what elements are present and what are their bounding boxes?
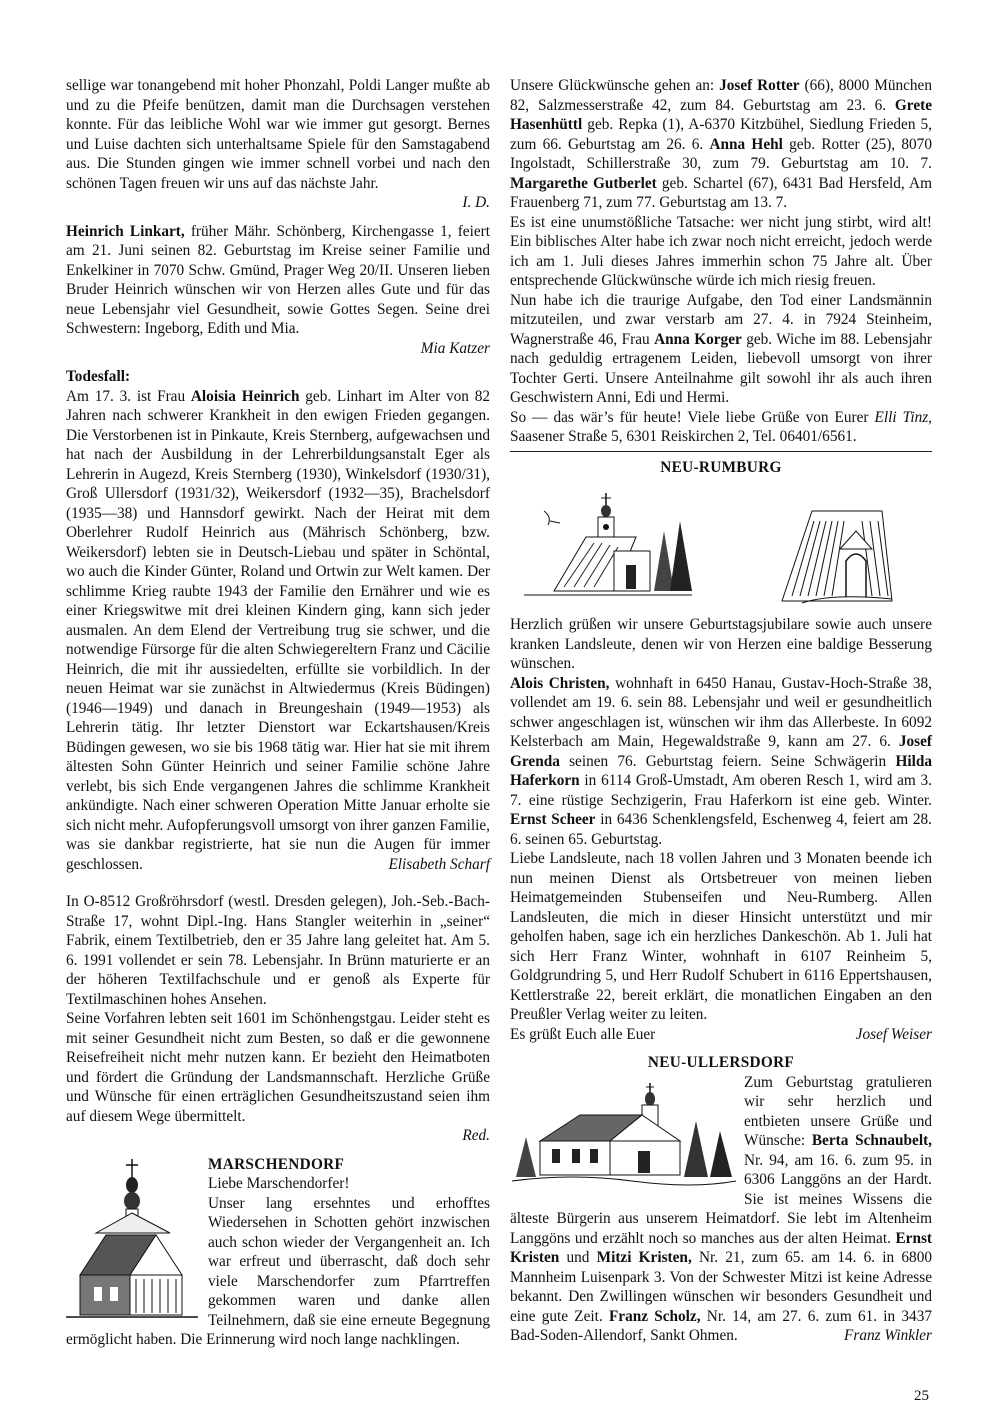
winkler-signature: Franz Winkler — [844, 1327, 932, 1344]
linkart-name: Heinrich Linkart, — [66, 222, 185, 240]
linkart-birthday-notice: Heinrich Linkart, früher Mähr. Schönberg, Kirchengasse 1, feiert am 21. Juni seinen 82. Geburtstag im Kreise seiner Familie und Enkelkiner in 7070 Schw. Gmünd, Prager Weg 20/II. Unseren lieben Bruder Heinrich wünschen wir von Herzen alles Gute und für das neue Lebensjahr viel Gesundheit, sowie Gottes Segen. Seine drei Schwestern: Ingeborg, Edith und Mia. — [66, 222, 490, 337]
birthday-wishes: Unsere Glückwünsche gehen an: Josef Rotter (66), 8000 München 82, Salzmesserstraße 42, zum 84. Geburtstag am 23. 6. Grete Hasenhüttl geb. Repka (1), A-6370 Kitzbühel, Siedlung Frieden 5, zum 66. Geburtstag am 26. 6. Anna Hehl geb. Rotter (25), 8070 Ingolstadt, Schillerstraße 30, zum 79. Geburtstag am 10. 7. Margarethe Gutberlet geb. Schartel (67), 6431 Bad Hersfeld, Am Frauenberg 71, zum 77. Geburtstag am 13. 7. — [510, 77, 932, 211]
reunion-report-signature: I. D. — [462, 194, 490, 211]
weiser-signature: Josef Weiser — [855, 1025, 932, 1043]
obituary-signature: Elisabeth Scharf — [388, 855, 490, 873]
chapel-ruin-illustration — [762, 491, 902, 611]
stangler-notice: In O-8512 Großröhrsdorf (westl. Dresden gelegen), Joh.-Seb.-Bach-Straße 17, wohnt Dipl.-Ing. Hans Stangler weiterhin in „seiner“ Fabrik, einem Textilbetrieb, den er 35 Jahre lang geleitet hat. Am 5. 6. 1991 vollendet er sein 78. Lebensjahr. In Brünn maturierte er an der höheren Textilfachschule und er genoß als Experte für Textilmaschinen hohes Ansehen. — [66, 893, 490, 1008]
church-illustration-marschendorf — [66, 1155, 202, 1325]
chapel-illustration — [514, 491, 694, 611]
neu-rumburg-birthdays: Alois Christen, wohnhaft in 6450 Hanau, Gustav-Hoch-Straße 38, vollendet am 19. 6. sein 88. Lebensjahr und weil er gesundheitlich schwer angeschlagen ist, wünschen wir ihm das Allerbeste. In 6092 Kelsterbach am Main, Hegewaldstraße 9, kann am 27. 6. Josef Grenda seinen 76. Geburtstag feiern. Seine Schwägerin Hilda Haferkorn in 6114 Groß-Umstadt, Am oberen Resch 1, wird am 3. 7. eine rüstige Sechzigerin, Frau Haferkorn ist eine geb. Winter. Ernst Scheer in 6436 Schenklengsfeld, Eschenweg 4, feiert am 28. 6. seinen 65. Geburtstag. — [510, 674, 932, 848]
neu-rumburg-greeting: Herzlich grüßen wir unsere Geburtstagsjubilare sowie auch unsere kranken Landsleute, denen wir von Herzen eine baldige Besserung wünschen. — [510, 616, 932, 672]
neu-rumburg-farewell: Liebe Landsleute, nach 18 vollen Jahren und 3 Monaten beende ich nun meinen Dienst als Ortsbetreuer von meinen lieben Heimatgemeinden Stubenseifen und Neu-Rumberg. Allen Landsleuten, die mich in dieser Hinsicht unterstützt und mir geholfen haben, sage ich ein herzliches Dankeschön. Ab 1. Juli hat sich Herr Franz Winter, wohnhaft in 6107 Reinheim 5, Goldgrundring 5, und Herr Rudolf Schubert in 6116 Eppertshausen, Kettlerstraße 22, bereit erklärt, die monatlichen Eingaben an den Preußler Verlag weiter zu leiten. — [510, 850, 932, 1023]
page-number: 25 — [914, 1388, 929, 1404]
obituary-heading: Todesfall: — [66, 368, 131, 385]
linkart-signature: Mia Katzer — [420, 339, 490, 357]
right-column — [510, 76, 932, 1346]
tinz-closing: So — das wär’s für heute! Viele liebe Grüße von Eurer Elli Tinz, Saasener Straße 5, 6301 Reiskirchen 2, Tel. 06401/6561. — [510, 408, 932, 445]
marschendorf-greeting: Liebe Marschendorfer! — [208, 1175, 350, 1192]
tinz-signature: Elli Tinz, — [874, 408, 932, 426]
author-birthday-note: Es ist eine unumstößliche Tatsache: wer nicht jung stirbt, wird alt! Ein biblisches Alter habe ich zwar noch nicht erreicht, jedoch werde ich am 1. Juli dieses Jahres immerhin schon 75 Jahre alt. Über entsprechende Glückwünsche würde ich mich riesig freuen. — [510, 213, 932, 289]
neu-rumburg-closing: Es grüßt Euch alle Euer Josef Weiser — [510, 1025, 932, 1043]
marschendorf-text: Unser lang ersehntes und erhofftes Wiedersehen in Schotten gehört inzwischen auch schon wieder der Vergangenheit an. Ich war erfreut und überrascht, daß doch sehr viele Marschendorfer zum Pfarrtreffen gekommen waren und danke allen Teilnehmern, daß sie eine erneute Begegnung ermöglicht haben. Die Erinnerung wird noch lange nachklingen. — [66, 1194, 490, 1348]
neu-ullersdorf-text: Zum Geburtstag gratulieren wir sehr herzlich und entbieten unsere Grüße und Wünsche: Berta Schnaubelt, Nr. 94, am 16. 6. zum 95. in 6306 Langgöns an der Hardt. Sie ist meines Wissens die älteste Bürgerin aus unserem Heimatdorf. Sie lebt im Altenheim Langgöns und erzählt noch so manches aus der alten Heimat. Ernst Kristen und Mitzi Kristen, Nr. 21, zum 65. am 14. 6. in 6800 Mannheim Luisenpark 3. Von der Schwester Mitzi ist keine Adresse bekannt. Den Zwillingen wünschen wir besonders Gesundheit und eine gute Zeit. Franz Scholz, Nr. 14, am 27. 6. zum 61. in 3437 Bad-Soden-Allendorf, Sankt Ohmen. Franz Winkler — [510, 1073, 932, 1344]
neu-rumburg-heading: NEU-RUMBURG — [660, 458, 782, 476]
stangler-signature: Red. — [462, 1127, 490, 1144]
church-illustration-neu-ullersdorf — [510, 1081, 738, 1193]
neu-ullersdorf-heading: NEU-ULLERSDORF — [647, 1054, 795, 1071]
neu-rumburg-illustrations — [510, 477, 932, 615]
obituary-text: Am 17. 3. ist Frau Aloisia Heinrich geb. Linhart im Alter von 82 Jahren nach schwerer Krankheit in den ewigen Frieden gegangen. Die Verstorbenen ist in Pinkaute, Kreis Sternberg, aufgewachsen und hat nach der Ausbildung in der Lehrerbildungsanstalt Eger als Lehrerin in Augezd, Kreis Sternberg (1930), Winkelsdorf (1930/31), Groß Ullersdorf (1931/32), Weikersdorf (1932—35), Brachelsdorf (1935—38) und Hannsdorf gewirkt. Nach der Heirat mit dem Oberlehrer Rudolf Heinrich aus (Mährisch Schönberg, bzw. Weikersdorf) lebten sie in Deutsch-Liebau und später in Schöntal, wo auch die Kinder Günter, Roland und Ortwin zur Welt kamen. Der schlimme Krieg raubte 1943 der Familie den Ernährer und wie es einer Kriegswitwe mit drei kleinen Kindern ging, kann sich jeder ausmalen. An dem Elend der Vertreibung trug sie schwer, und die notwendige Fürsorge für die alten Schwiegereltern Franz und Cäcilie Heinrich, die mit ihr aussiedelten, erfüllte sie vorbildlich. In der neuen Heimat war sie zunächst in Altwiedermus (Kreis Büdingen) (1946—1949) und danach in Breungeshain (1949—1953) als Lehrerin tätig. Ihr letzter Dienstort war Eckartshausen/Kreis Büdingen gewesen, wo sie bis 1968 tätig war. Hier hat sie mit ihrem ältesten Sohn Günter Heinrich und seiner Familie schöne Jahre verlebt, bis sich Ende vergangenen Jahres die schlimme Krankheit ankündigte. Nach einer schweren Operation Mitte Januar erholte sie sich nicht mehr. Aufopferungsvoll umsorgt von ihrer ganzen Familie, was sie dankbar registrierte, hat sie nun die Augen für immer geschlossen. Elisabeth Scharf — [66, 387, 491, 873]
korger-obituary: Nun habe ich die traurige Aufgabe, den Tod einer Landsmännin mitzuteilen, und zwar verstarb am 27. 4. in 7924 Steinheim, Wagnerstraße 46, Frau Anna Korger geb. Wiche im 88. Lebensjahr nach geduldig ertragenem Leiden, liebevoll umsorgt von ihrer Tochter Gerti. Unsere Anteilnahme gilt sowohl ihr als auch ihren Geschwistern Anni, Edi und Hermi. — [510, 291, 932, 406]
section-divider — [510, 451, 932, 452]
marschendorf-heading: MARSCHENDORF — [208, 1155, 345, 1173]
stangler-notice-continued: Seine Vorfahren lebten seit 1601 im Schönhengstgau. Leider steht es mit seiner Gesundheit nicht zum Besten, so daß er die gewonnene Reisefreiheit nicht mehr nutzen kann. Er bezieht den Heimatboten und fördert die Gründung der Landsmannschaft. Herzliche Grüße und Wünsche für einen erträglichen Gesundheitszustand seien ihm auf diesem Wege übermittelt. — [66, 1010, 490, 1125]
obituary-name: Aloisia Heinrich — [190, 387, 300, 405]
left-column — [66, 76, 490, 1350]
reunion-report-text: sellige war tonangebend mit hoher Phonzahl, Poldi Langer mußte ab und zu die Pfeife benützen, damit man die Durchsagen verstehen konnte. Für das leibliche Wohl war wie immer gut gesorgt. Bernes und Luise dachten sich unterhaltsame Spiele für den Samstagabend aus. Die Stunden gingen wie immer schnell vorbei und nach den schönen Tagen freuen wir uns auf das nächste Jahr. — [66, 77, 490, 192]
